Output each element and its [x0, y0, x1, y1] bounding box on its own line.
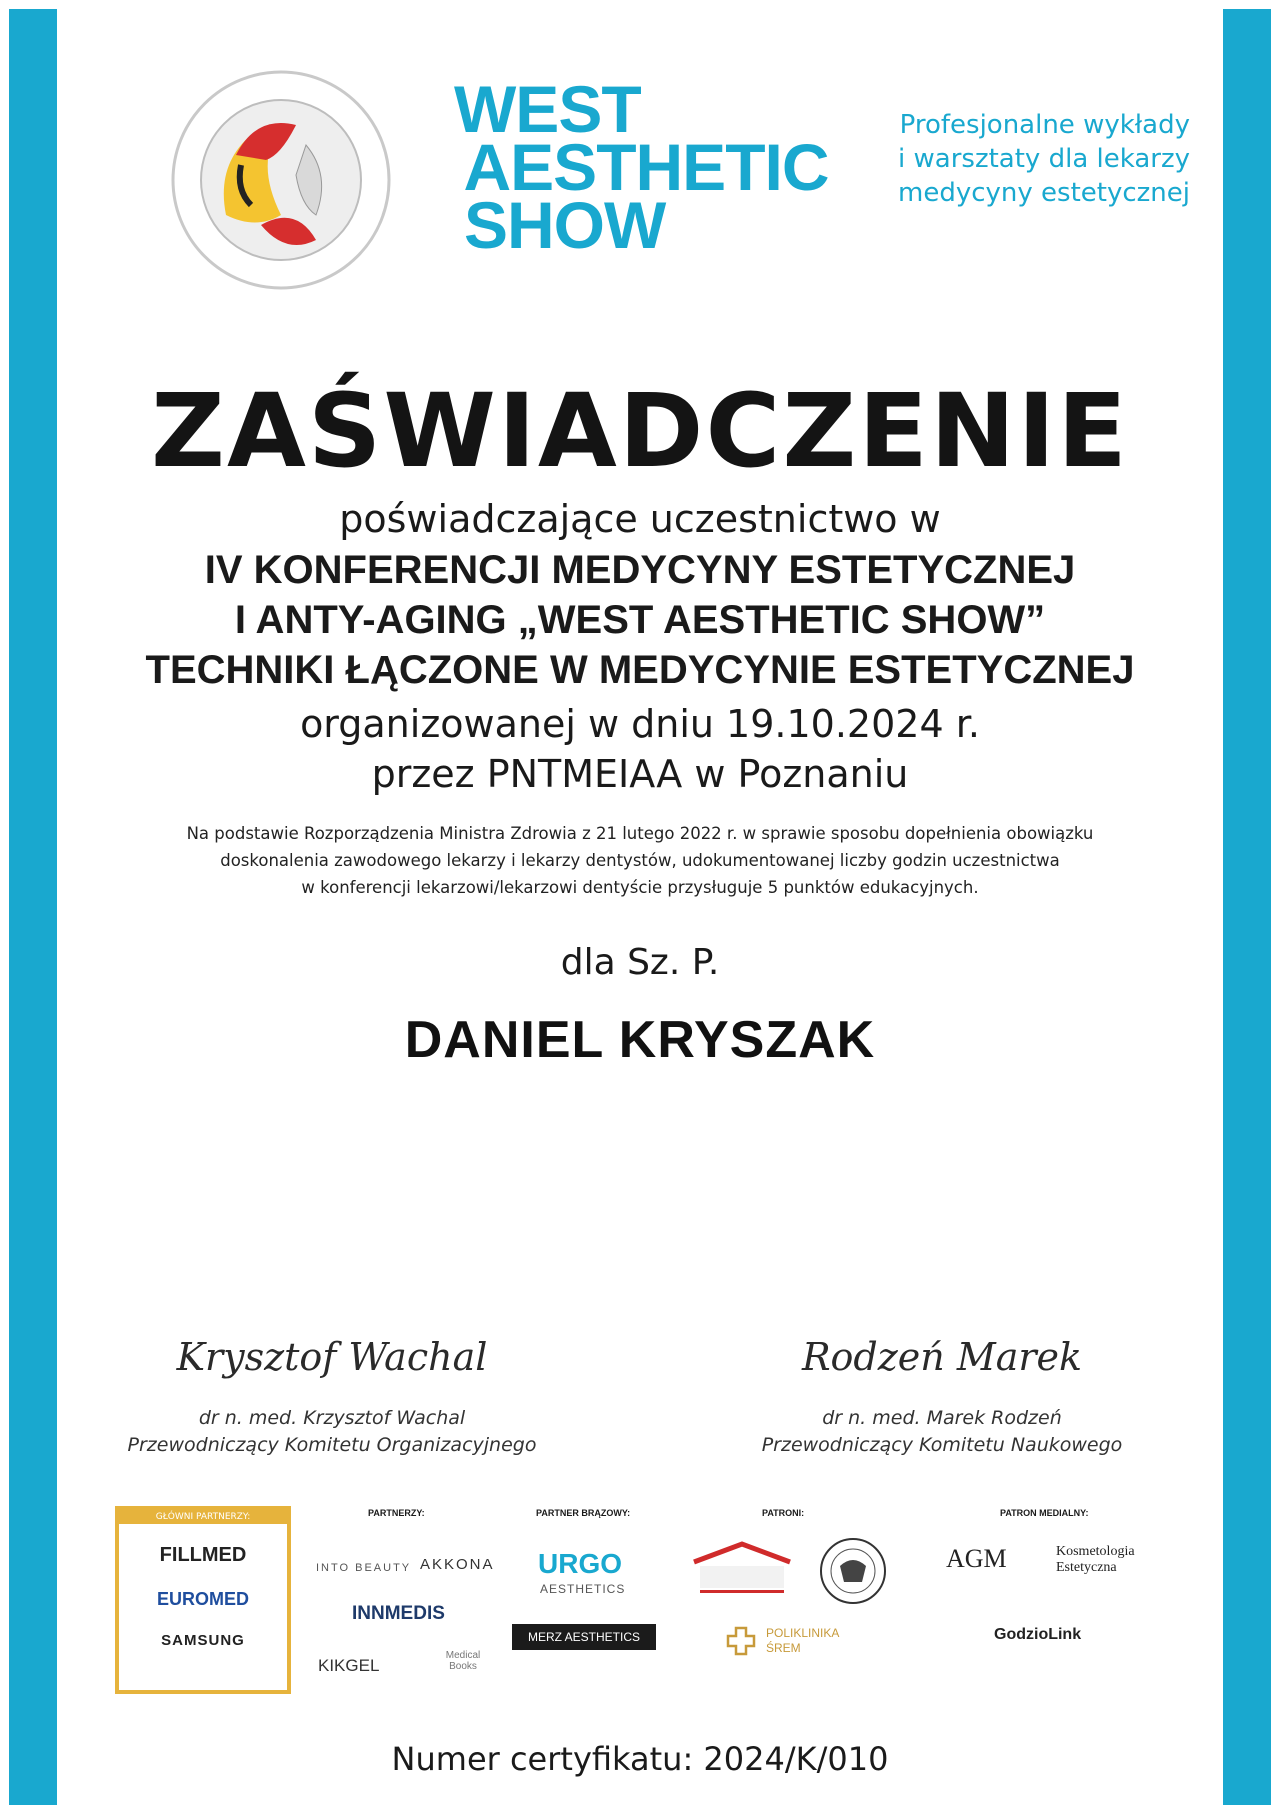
poliklinika-srem-logo	[766, 1626, 839, 1656]
tagline-line: Profesjonalne wykłady	[899, 110, 1190, 140]
handwritten-signature: Rodzeń Marek	[801, 1335, 1083, 1379]
tagline	[860, 108, 1190, 210]
godziolink-logo: GodzioLink	[994, 1626, 1082, 1643]
conference-theme: TECHNIKI ŁĄCZONE W MEDYCYNIE ESTETYCZNEJ	[145, 648, 1135, 692]
urgo-logo: URGO	[538, 1548, 622, 1579]
recipient-name: DANIEL KRYSZAK	[404, 1011, 876, 1069]
cross-icon	[726, 1626, 756, 1656]
bronze-partner-label: PARTNER BRĄZOWY:	[536, 1508, 631, 1518]
kikgel-logo: KIKGEL	[318, 1656, 380, 1675]
signatory-role: Przewodniczący Komitetu Naukowego	[761, 1434, 1123, 1456]
legal-line: w konferencji lekarzowi/lekarzowi dentyście przysługuje 5 punktów edukacyjnych.	[301, 878, 979, 897]
medical-chamber-emblem	[690, 1540, 794, 1596]
tagline-line: i warsztaty dla lekarzy	[898, 144, 1190, 174]
into-beauty-logo: INTO BEAUTY	[316, 1562, 412, 1574]
merz-aesthetics-logo: MERZ AESTHETICS	[512, 1624, 656, 1650]
signatory-name: dr n. med. Marek Rodzeń	[822, 1407, 1062, 1429]
legal-basis-text	[60, 820, 1220, 901]
innmedis-logo: INNMEDIS	[352, 1603, 445, 1624]
signatory-name: dr n. med. Krzysztof Wachal	[198, 1407, 466, 1429]
conference-name-line-2: I ANTY-AGING „WEST AESTHETIC SHOW”	[234, 598, 1046, 642]
samsung-logo: SAMSUNG	[161, 1632, 245, 1649]
akkona-logo: AKKONA	[420, 1556, 495, 1573]
brand-line: SHOW	[464, 188, 666, 262]
west-aesthetic-show-logo	[436, 72, 856, 262]
conference-name-line-1: IV KONFERENCJI MEDYCYNY ESTETYCZNEJ	[204, 548, 1076, 592]
poliklinika-logo-line: POLIKLINIKA	[766, 1626, 840, 1640]
legal-line: Na podstawie Rozporządzenia Ministra Zdrowia z 21 lutego 2022 r. w sprawie sposobu dopełnienia obowiązku	[186, 824, 1094, 843]
certificate-title: ZAŚWIADCZENIE	[151, 372, 1129, 491]
media-patron-label: PATRON MEDIALNY:	[1000, 1508, 1089, 1518]
tagline-line: medycyny estetycznej	[898, 178, 1190, 208]
brand-line: AESTHETIC	[463, 130, 829, 204]
certificate-number: Numer certyfikatu: 2024/K/010	[391, 1740, 889, 1778]
main-partners-label: GŁÓWNI PARTNERZY:	[119, 1510, 287, 1524]
university-seal-emblem	[818, 1536, 888, 1606]
kosmetologia-estetyczna-logo: Kosmetologia Estetyczna	[1056, 1544, 1135, 1575]
recipient-prefix: dla Sz. P.	[560, 942, 720, 983]
handwritten-signature: Krysztof Wachal	[176, 1335, 488, 1379]
agm-logo: AGM	[946, 1544, 1007, 1573]
urgo-aesthetics-subtitle: AESTHETICS	[540, 1582, 626, 1596]
signature-block-organizer	[112, 1335, 552, 1459]
signature-block-scientific	[722, 1335, 1162, 1459]
right-border-bar	[1223, 9, 1271, 1805]
signatory-role: Przewodniczący Komitetu Organizacyjnego	[127, 1434, 537, 1456]
conference-date-line: organizowanej w dniu 19.10.2024 r.	[300, 702, 980, 746]
certificate-line-1: poświadczające uczestnictwo w	[339, 497, 941, 541]
patrons-label: PATRONI:	[762, 1508, 805, 1518]
partners-label: PARTNERZY:	[368, 1508, 425, 1518]
left-border-bar	[9, 9, 57, 1805]
euromed-logo: EUROMED	[156, 1589, 249, 1609]
brand-line: WEST	[454, 72, 641, 146]
society-seal-logo	[166, 65, 396, 295]
legal-line: doskonalenia zawodowego lekarzy i lekarzy dentystów, udokumentowanej liczby godzin uczestnictwa	[220, 851, 1060, 870]
medical-books-logo: Medical Books	[445, 1650, 481, 1672]
main-partners-box	[115, 1506, 291, 1694]
srem-logo-line: ŚREM	[766, 1641, 801, 1655]
organizer-line: przez PNTMEIAA w Poznaniu	[371, 752, 909, 796]
fillmed-logo: FILLMED	[159, 1544, 247, 1566]
